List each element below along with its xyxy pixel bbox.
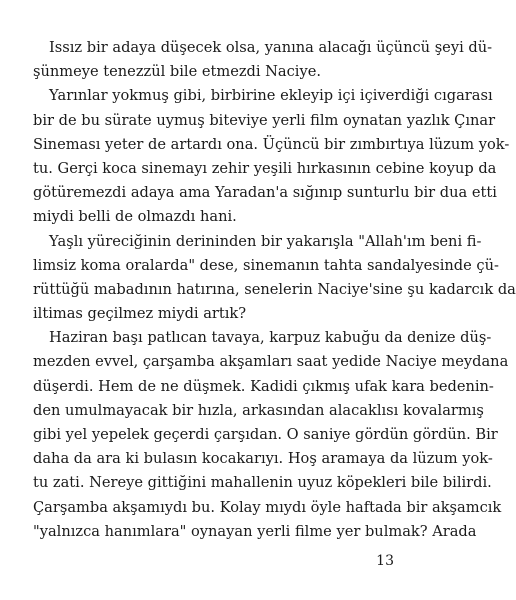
page-number: 13 (376, 553, 394, 569)
text-line: tu zati. Nereye gittiğini mahallenin uyuz köpekleri bile bilirdi. (33, 474, 492, 492)
text-line: den umulmayacak bir hızla, arkasından alacaklısı kovalarmış (33, 401, 484, 419)
text-line: götüremezdi adaya ama Yaradan'a sığınıp sunturlu bir dua etti (33, 184, 497, 202)
text-line: iltimas geçilmez miydi artık? (33, 305, 247, 323)
text-line: Issız bir adaya düşecek olsa, yanına alacağı üçüncü şeyi dü- (49, 39, 493, 56)
text-line: limsiz koma oralarda" dese, sinemanın tahta sandalyesinde çü- (33, 256, 499, 274)
text-line: rüttüğü mabadının hatırına, senelerin Naciye'sine şu kadarcık da (33, 280, 516, 298)
text-line: miydi belli de olmazdı hani. (33, 208, 237, 226)
text-line: Yaşlı yüreciğinin derininden bir yakarışla "Allah'ım beni fi- (49, 232, 482, 250)
text-line: Sineması yeter de artardı ona. Üçüncü bir zımbırtıya lüzum yok- (33, 135, 510, 153)
body-text (33, 36, 516, 544)
text-line: tu. Gerçi koca sinemayı zehir yeşili hırkasının cebine koyup da (33, 159, 497, 177)
text-line: şünmeye tenezzül bile etmezdi Naciye. (33, 63, 321, 81)
text-line: "yalnızca hanımlara" oynayan yerli filme yer bulmak? Arada (33, 522, 477, 540)
text-line: daha da ara ki bulasın kocakarıyı. Hoş aramaya da lüzum yok- (33, 450, 493, 468)
text-line: mezden evvel, çarşamba akşamları saat yedide Naciye meydana (33, 353, 509, 371)
text-line: gibi yel yepelek geçerdi çarşıdan. O saniye gördün gördün. Bir (33, 426, 498, 443)
text-line: Haziran başı patlıcan tavaya, karpuz kabuğu da denize düş- (49, 329, 492, 347)
text-line: düşerdi. Hem de ne düşmek. Kadidi çıkmış ufak kara bedenin- (33, 377, 494, 395)
text-line: Yarınlar yokmuş gibi, birbirine ekleyip içi içiverdiği cıgarası (49, 87, 493, 105)
text-line: bir de bu sürate uymuş biteviye yerli film oynatan yazlık Çınar (33, 111, 496, 129)
text-line: Çarşamba akşamıydı bu. Kolay mıydı öyle haftada bir akşamcık (33, 498, 502, 516)
